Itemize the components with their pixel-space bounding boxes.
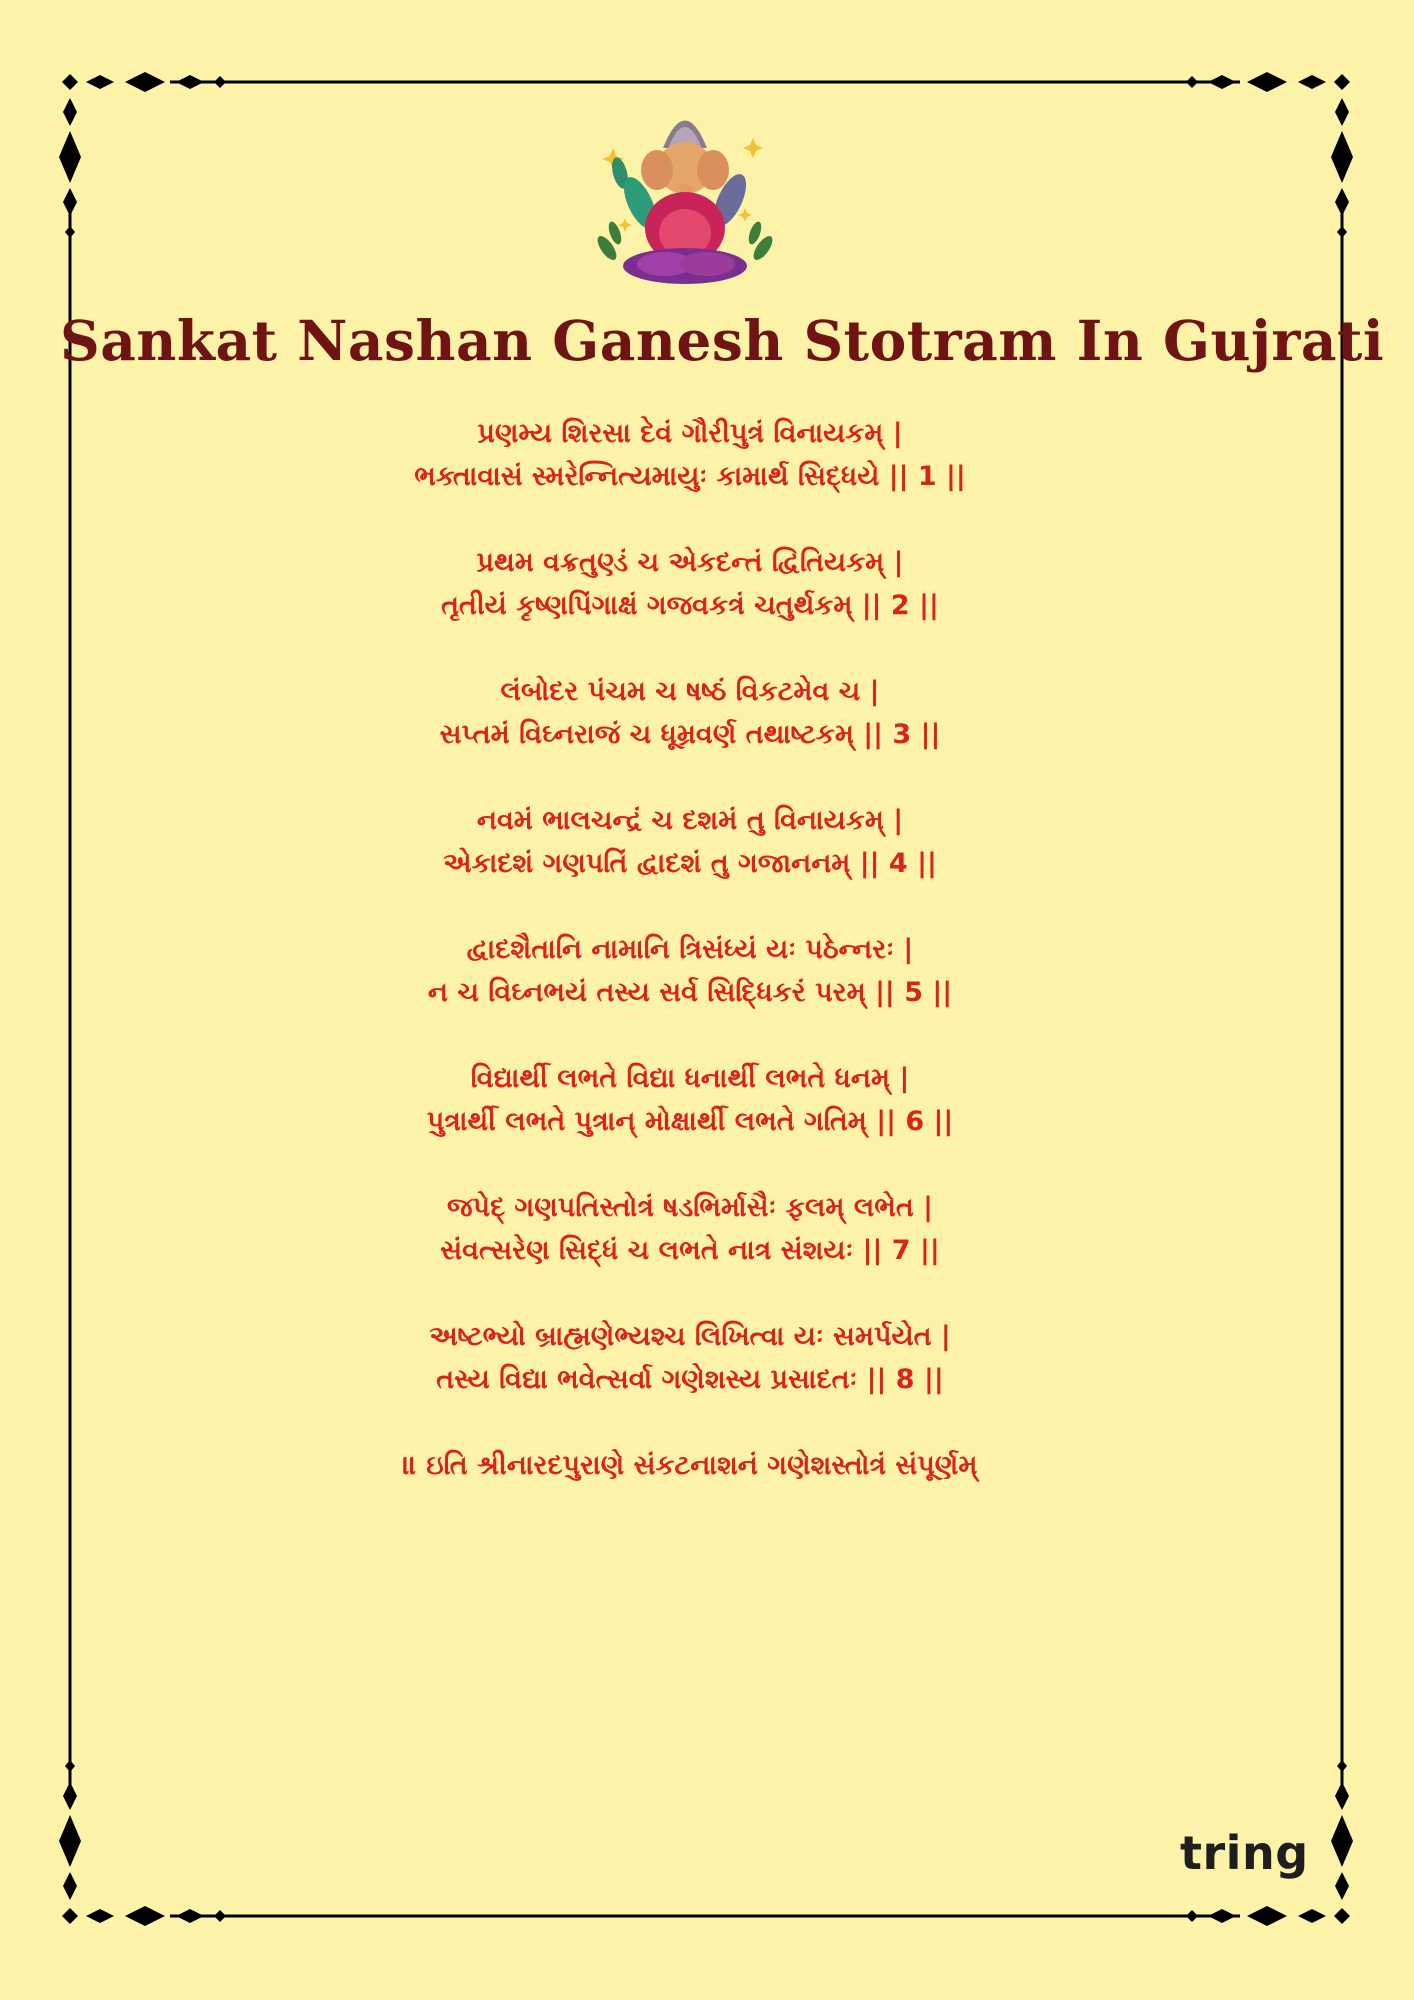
border-diamond	[63, 98, 77, 126]
verse-line: અષ્ટભ્યો બ્રાહ્મણેભ્યશ્ચ લિખિત્વા યઃ સમર્પયેત |	[429, 1321, 951, 1352]
border-diamond	[1334, 1908, 1350, 1924]
border-diamond	[86, 75, 114, 89]
border-diamond	[63, 1782, 77, 1810]
border-diamond	[125, 1906, 165, 1926]
verse-line: સપ્તમં વિઘ્નરાજં ચ ધૂમ્રવર્ણ તથાષ્ટકમ્ || 3 ||	[439, 719, 941, 750]
closing-line: ॥ ઇતિ શ્રીનારદપુરાણે સંકટનાશનં ગણેશસ્તોત્રં સંપૂર્ણમ્	[402, 1450, 978, 1481]
border-diamond	[1335, 1872, 1349, 1900]
border-diamond	[1337, 226, 1347, 238]
verse-1	[370, 412, 1010, 498]
verse-5	[370, 928, 1010, 1014]
verse-line: તસ્ય વિદ્યા ભવેત્સર્વા ગણેશસ્ય પ્રસાદતઃ || 8 ||	[436, 1364, 944, 1395]
border-diamond	[1247, 1906, 1287, 1926]
border-diamond	[86, 1909, 114, 1923]
verse-line: એકાદશં ગણપતિં દ્વાદશં તુ ગજાનનમ્ || 4 ||	[443, 848, 937, 879]
border-diamond	[1331, 131, 1353, 183]
border-diamond	[214, 76, 226, 88]
border-diamond	[1186, 76, 1198, 88]
border-diamond	[59, 1815, 81, 1867]
border-diamond	[214, 1910, 226, 1922]
verse-line: વિદ્યાર્થી લભતે વિદ્યા ધનાર્થી લભતે ધનમ્ |	[470, 1063, 910, 1094]
border-diamond	[1208, 75, 1236, 89]
verse-7	[370, 1186, 1010, 1272]
border-diamond	[125, 72, 165, 92]
border-diamond	[1186, 1910, 1198, 1922]
border-diamond	[1298, 75, 1326, 89]
border-diamond	[62, 74, 78, 90]
brand-logo: tring	[1180, 1826, 1309, 1880]
border-diamond	[176, 75, 204, 89]
page-title: Sankat Nashan Ganesh Stotram In Gujrati	[60, 308, 1385, 373]
border-diamond	[1334, 74, 1350, 90]
verse-line: પુત્રાર્થી લભતે પુત્રાન્ મોક્ષાર્થી લભતે ગતિમ્ || 6 ||	[426, 1106, 954, 1137]
border-diamond	[1335, 1782, 1349, 1810]
border-diamond	[65, 226, 75, 238]
verse-3	[370, 670, 1010, 756]
verse-line: ભક્તાવાસં સ્મરેન્નિત્યમાયુઃ કામાર્થ સિદ્ધયે || 1 ||	[414, 461, 966, 492]
border-diamond	[1335, 188, 1349, 216]
verse-6	[370, 1057, 1010, 1143]
border-diamond	[1298, 1909, 1326, 1923]
verse-line: પ્રથમ વક્રતુણ્ડં ચ એકદન્તં દ્વિતિયકમ્ |	[476, 547, 904, 578]
border-diamond	[1335, 98, 1349, 126]
border-diamond	[176, 1909, 204, 1923]
border-diamond	[65, 1760, 75, 1772]
verse-line: જપેદ્ ગણપતિસ્તોત્રં ષડભિર્માસૈઃ ફલમ્ લભેત |	[447, 1192, 933, 1223]
border-diamond	[1247, 72, 1287, 92]
border-diamond	[62, 1908, 78, 1924]
border-diamond	[1331, 1815, 1353, 1867]
border-diamond	[59, 131, 81, 183]
stotram-text	[370, 412, 1010, 1487]
verse-line: તૃતીયં કૃષ્ણપિંગાક્ષં ગજવકત્રં ચતુર્થકમ્ || 2 ||	[441, 590, 939, 621]
verse-4	[370, 799, 1010, 885]
verse-line: ન ચ વિઘ્નભયં તસ્ય સર્વ સિદ્ધિકરં પરમ્ || 5 ||	[427, 977, 953, 1008]
verse-line: સંવત્સરેણ સિદ્ધં ચ લભતે નાત્ર સંશયઃ || 7 ||	[440, 1235, 940, 1266]
verse-line: દ્વાદશૈતાનિ નામાનિ ત્રિસંધ્યં યઃ પઠેન્નરઃ |	[466, 934, 914, 965]
verse-8	[370, 1315, 1010, 1401]
verse-2	[370, 541, 1010, 627]
border-diamond	[1208, 1909, 1236, 1923]
border-diamond	[63, 188, 77, 216]
border-diamond	[63, 1872, 77, 1900]
border-diamond	[1337, 1760, 1347, 1772]
verse-line: પ્રણમ્ય શિરસા દેવં ગૌરીપુત્રં વિનાયકમ્ |	[477, 418, 903, 449]
ganesha-illustration	[585, 88, 785, 288]
verse-line: નવમં ભાલચન્દ્રં ચ દશમં તુ વિનાયકમ્ |	[476, 805, 904, 836]
verse-line: લંબોદર પંચમ ચ ષષ્ઠં વિકટમેવ ચ |	[500, 676, 880, 707]
